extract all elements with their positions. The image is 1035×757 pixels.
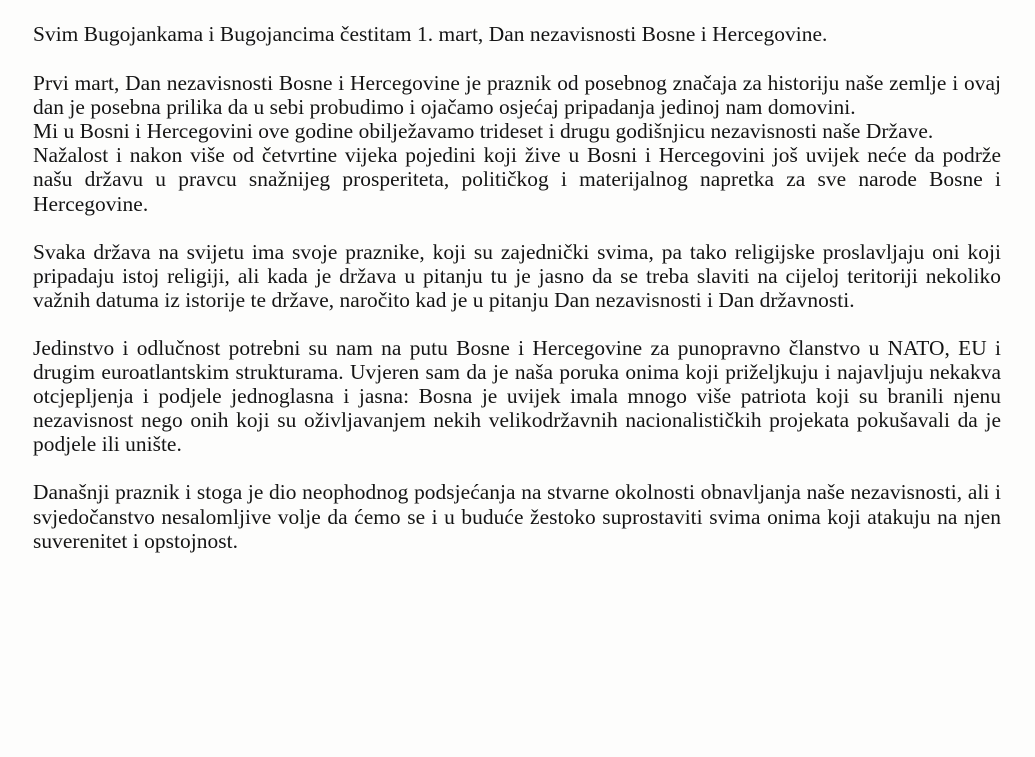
greeting-line: Svim Bugojankama i Bugojancima čestitam 1. mart, Dan nezavisnosti Bosne i Hercegovine. bbox=[33, 22, 828, 46]
paragraph-5: Jedinstvo i odlučnost potrebni su nam na putu Bosne i Hercegovine za punopravno članstvo u NATO, EU i drugim euroatlantskim strukturama. Uvjeren sam da je naša poruka onima koji priželjkuju i najavljuju nekakva otcjepljenja i podjele jednoglasna i jasna: Bosna je uvijek imala mnogo više patriota koji su branili njenu nezavisnost nego onih koji su oživljavanjem nekih velikodržavnih nacionalističkih projekata pokušavali da je podjele ili unište. bbox=[33, 335, 1001, 457]
paragraph-3: Nažalost i nakon više od četvrtine vijeka pojedini koji žive u Bosni i Hercegovini još uvijek neće da podrže našu državu u pravcu snažnijeg prosperiteta, političkog i materijalnog napretka za sve narode Bosne i Hercegovine. bbox=[33, 143, 1001, 216]
letter-body bbox=[33, 22, 1001, 553]
paragraph-1: Prvi mart, Dan nezavisnosti Bosne i Hercegovine je praznik od posebnog značaja za historiju naše zemlje i ovaj dan je posebna prilika da u sebi probudimo i ojačamo osjećaj pripadanja jedinoj nam domovini. bbox=[33, 71, 1001, 120]
paragraph-2: Mi u Bosni i Hercegovini ove godine obilježavamo trideset i drugu godišnjicu nezavisnosti naše Države. bbox=[33, 119, 934, 144]
paragraph-6: Današnji praznik i stoga je dio neophodnog podsjećanja na stvarne okolnosti obnavljanja naše nezavisnosti, ali i svjedočanstvo nesalomljive volje da ćemo se i u buduće žestoko suprostaviti svima onima koji atakuju na njen suverenitet i opstojnost. bbox=[33, 480, 1001, 553]
paragraph-4: Svaka država na svijetu ima svoje praznike, koji su zajednički svima, pa tako religijske proslavljaju oni koji pripadaju istoj religiji, ali kada je država u pitanju tu je jasno da se treba slaviti na cijeloj teritoriji nekoliko važnih datuma iz istorije te države, naročito kad je u pitanju Dan nezavisnosti i Dan državnosti. bbox=[33, 239, 1001, 312]
